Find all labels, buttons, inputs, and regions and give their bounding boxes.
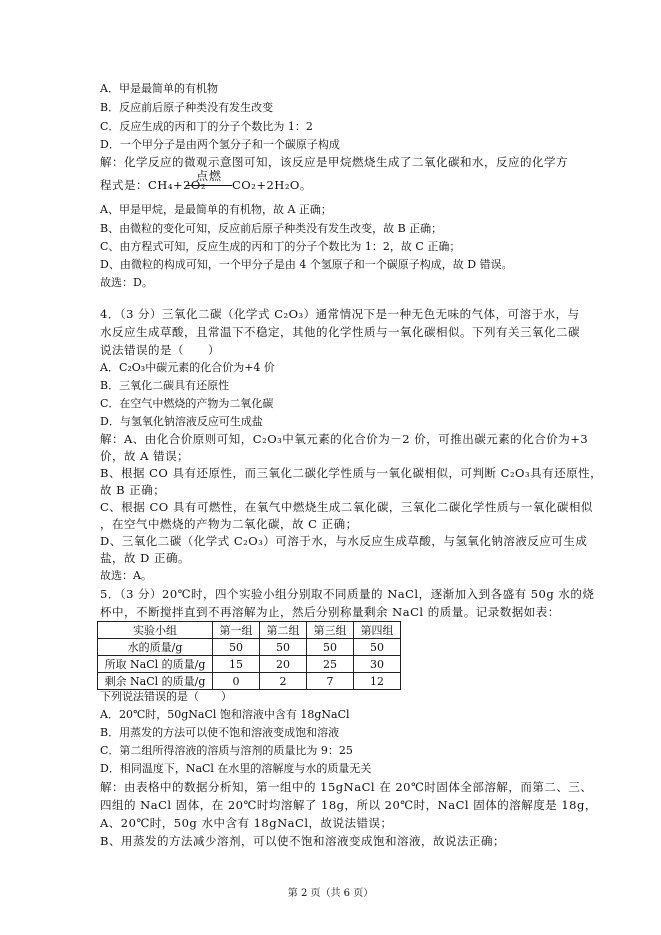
q3-point-a: A、甲是甲烷，是最简单的有机物，故 A 正确； bbox=[100, 203, 332, 216]
table-header-cell: 第三组 bbox=[307, 622, 354, 639]
table-header-cell: 实验小组 bbox=[98, 622, 213, 639]
q4-stem-line-2: 水反应生成草酸，且常温下不稳定，其他的化学性质与一氧化碳相似。下列有关三氧化二碳 bbox=[100, 325, 580, 339]
q4-stem-line-3: 说法错误的是（ ） bbox=[100, 343, 220, 357]
q5-analysis-line-1: 解：由表格中的数据分析知，第一组中的 15gNaCl 在 20℃时固体全部溶解，而第二、三、 bbox=[100, 780, 593, 794]
page-footer: 第 2 页（共 6 页） bbox=[287, 888, 374, 899]
q4-stem-line-1: 4．（3 分）三氧化二碳（化学式 C₂O₃）通常情况下是一种无色无味的气体，可溶于水，与 bbox=[100, 307, 580, 321]
table-cell: 20 bbox=[260, 656, 307, 673]
table-cell: 水的质量/g bbox=[98, 639, 213, 656]
table-row bbox=[98, 639, 401, 656]
q3-point-d: D、由微粒的构成可知，一个甲分子是由 4 个氢原子和一个碳原子构成，故 D 错误。 bbox=[100, 258, 513, 271]
q4-analysis-line-4: 故 B 正确； bbox=[100, 483, 166, 497]
q4-answer: 故选：A。 bbox=[100, 569, 152, 582]
table-cell: 剩余 NaCl 的质量/g bbox=[98, 673, 213, 690]
table-row bbox=[98, 656, 401, 673]
q5-analysis-line-3: A、20℃时，50g 水中含有 18gNaCl，故说法错误； bbox=[100, 816, 393, 830]
table-cell: 所取 NaCl 的质量/g bbox=[98, 656, 213, 673]
q3-option-d: D．一个甲分子是由两个氢分子和一个碳原子构成 bbox=[100, 138, 340, 151]
table-row bbox=[98, 673, 401, 690]
q3-option-b: B．反应前后原子种类没有发生改变 bbox=[100, 101, 274, 114]
table-header-cell: 第一组 bbox=[213, 622, 260, 639]
q5-stem-line-2: 杯中，不断搅拌直到不再溶解为止，然后分别称量剩余 NaCl 的质量。记录数据如表： bbox=[100, 605, 560, 619]
q5-option-d: D．相同温度下，NaCl 在水里的溶解度与水的质量无关 bbox=[100, 762, 372, 775]
table-cell: 12 bbox=[354, 673, 401, 690]
q4-option-b: B．三氧化二碳具有还原性 bbox=[100, 379, 230, 392]
q4-option-c: C．在空气中燃烧的产物为二氧化碳 bbox=[100, 397, 274, 410]
q4-analysis-line-7: D、三氧化二碳（化学式 C₂O₃）可溶于水，与水反应生成草酸，与氢氧化钠溶液反应可生成 bbox=[100, 534, 588, 548]
table-cell: 30 bbox=[354, 656, 401, 673]
q5-analysis-line-2: 四组的 NaCl 固体，在 20℃时均溶解了 18g，所以 20℃时，NaCl 固体的溶解度是 18g， bbox=[100, 798, 597, 812]
q5-option-a: A．20℃时，50gNaCl 饱和溶液中含有 18gNaCl bbox=[100, 708, 350, 721]
q3-equation-prefix: 程式是：CH₄+2O₂ bbox=[100, 178, 206, 192]
reaction-arrow bbox=[186, 185, 232, 186]
q4-analysis-line-2: 价，故 A 错误； bbox=[100, 449, 190, 463]
q5-option-b: B．用蒸发的方法可以使不饱和溶液变成饱和溶液 bbox=[100, 726, 340, 739]
q4-analysis-line-3: B、根据 CO 具有还原性，而三氧化二碳化学性质与一氧化碳相似，可判断 C₂O₃具有还原性， bbox=[100, 466, 603, 480]
q3-point-c: C、由方程式可知，反应生成的丙和丁的分子个数比为 1：2，故 C 正确； bbox=[100, 240, 461, 253]
q4-analysis-line-8: 盐，故 D 正确。 bbox=[100, 551, 191, 565]
q5-option-c: C．第二组所得溶液的溶质与溶剂的质量比为 9：25 bbox=[100, 744, 353, 757]
q3-option-c: C．反应生成的丙和丁的分子个数比为 1：2 bbox=[100, 120, 313, 133]
q4-option-d: D．与氢氧化钠溶液反应可生成盐 bbox=[100, 415, 263, 428]
q5-question: 下列说法错误的是（ ） bbox=[100, 690, 232, 703]
reaction-condition: 点燃 bbox=[196, 169, 223, 183]
record-table bbox=[97, 621, 401, 690]
q5-analysis-line-4: B、用蒸发的方法减少溶剂，可以使不饱和溶液变成饱和溶液，故说法正确； bbox=[100, 834, 505, 848]
table-header-cell: 第二组 bbox=[260, 622, 307, 639]
table-cell: 50 bbox=[260, 639, 307, 656]
table-cell: 0 bbox=[213, 673, 260, 690]
q3-option-a: A．甲是最简单的有机物 bbox=[100, 82, 218, 95]
table-cell: 2 bbox=[260, 673, 307, 690]
q3-point-b: B、由微粒的变化可知，反应前后原子种类没有发生改变，故 B 正确； bbox=[100, 222, 443, 235]
q5-stem-line-1: 5．（3 分）20℃时，四个实验小组分别取不同质量的 NaCl，逐渐加入到各盛有 50g 水的烧 bbox=[100, 587, 595, 601]
table-cell: 50 bbox=[354, 639, 401, 656]
q4-analysis-line-6: ，在空气中燃烧的产物为二氧化碳，故 C 正确； bbox=[100, 517, 358, 531]
table-cell: 7 bbox=[307, 673, 354, 690]
table-cell: 50 bbox=[213, 639, 260, 656]
table-header-row bbox=[98, 622, 401, 639]
q3-answer: 故选：D。 bbox=[100, 276, 153, 289]
table-cell: 25 bbox=[307, 656, 354, 673]
q3-equation-suffix: CO₂+2H₂O。 bbox=[232, 178, 312, 192]
q4-analysis-line-5: C、根据 CO 具有可燃性，在氧气中燃烧生成二氧化碳，三氧化二碳化学性质与一氧化碳相似 bbox=[100, 500, 593, 514]
q3-analysis-line: 解：化学反应的微观示意图可知，该反应是甲烷燃烧生成了二氧化碳和水，反应的化学方 bbox=[100, 155, 568, 169]
table-cell: 50 bbox=[307, 639, 354, 656]
table-cell: 15 bbox=[213, 656, 260, 673]
q4-option-a: A．C₂O₃中碳元素的化合价为+4 价 bbox=[100, 361, 275, 374]
q4-analysis-line-1: 解：A、由化合价原则可知，C₂O₃中氧元素的化合价为－2 价，可推出碳元素的化合价为+3 bbox=[100, 432, 589, 446]
table-header-cell: 第四组 bbox=[354, 622, 401, 639]
